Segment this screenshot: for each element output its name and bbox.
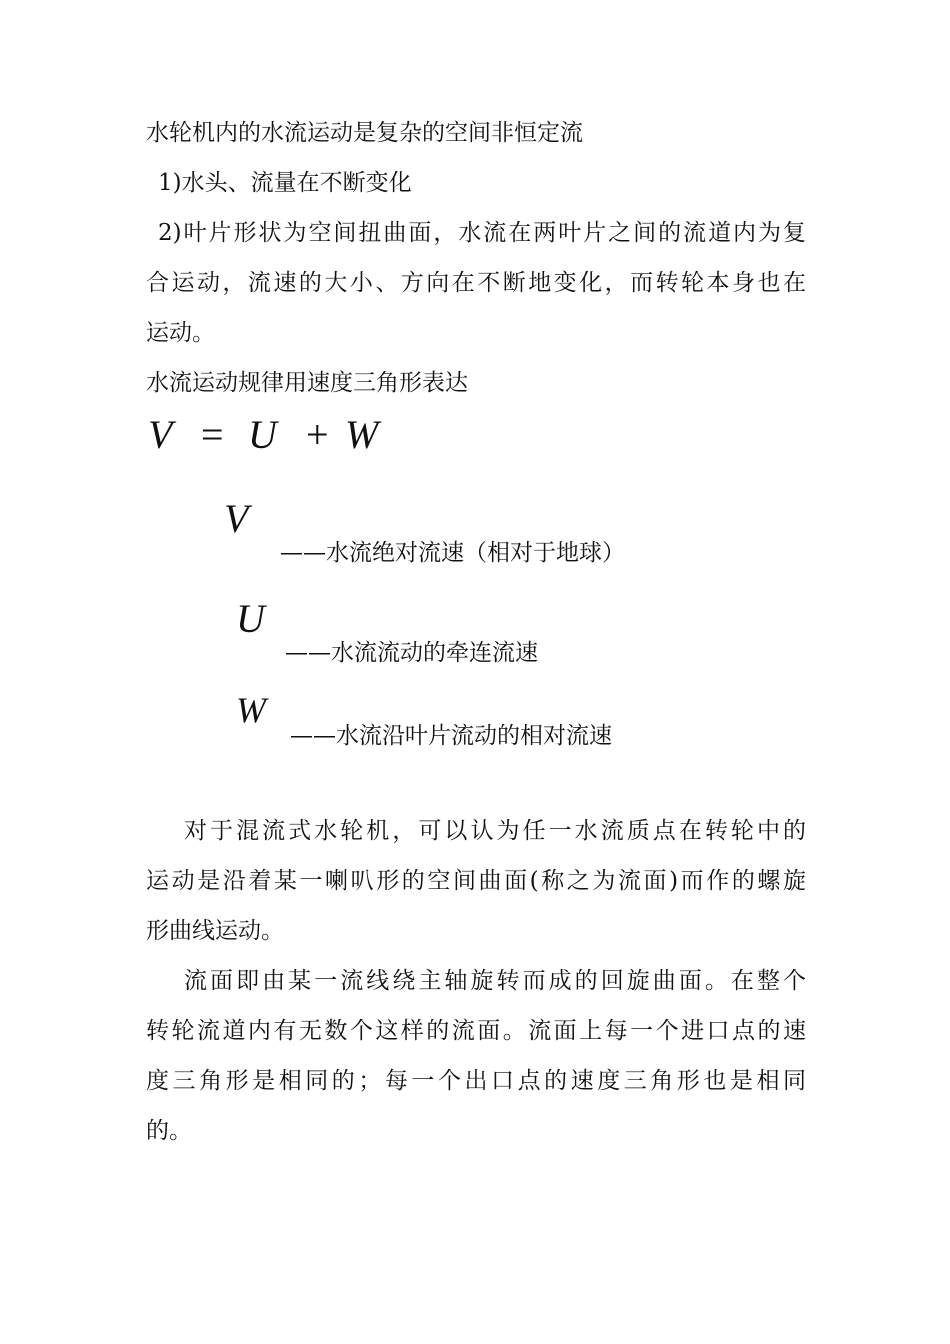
definition-u-symbol: U (236, 596, 265, 641)
intro-line: 水轮机内的水流运动是复杂的空间非恒定流 (146, 120, 583, 146)
paragraph-1-line-3: 形曲线运动。 (146, 918, 284, 944)
equation-w: W (345, 412, 379, 457)
point-2-line-3: 运动。 (146, 320, 215, 346)
paragraph-2-line-3: 度三角形是相同的；每一个出口点的速度三角形也是相同 (146, 1068, 806, 1094)
definition-v-text: ——水流绝对流速（相对于地球） (280, 540, 625, 566)
paragraph-2-line-2: 转轮流道内有无数个这样的流面。流面上每一个进口点的速 (146, 1018, 806, 1044)
point-2-line-2: 合运动，流速的大小、方向在不断地变化，而转轮本身也在 (146, 270, 806, 296)
paragraph-1-line-2: 运动是沿着某一喇叭形的空间曲面(称之为流面)而作的螺旋 (146, 868, 806, 894)
equation-u: U (248, 412, 277, 457)
definition-w-symbol: W (236, 690, 266, 730)
paragraph-2-line-4: 的。 (146, 1118, 192, 1144)
point-2-line-1: 2)叶片形状为空间扭曲面，水流在两叶片之间的流道内为复 (158, 220, 806, 246)
definition-u-text: ——水流流动的牵连流速 (285, 640, 538, 666)
paragraph-2-line-1: 流面即由某一流线绕主轴旋转而成的回旋曲面。在整个 (184, 968, 806, 994)
law-line: 水流运动规律用速度三角形表达 (146, 370, 468, 396)
definition-v-symbol: V (224, 496, 249, 541)
paragraph-1-line-1: 对于混流式水轮机，可以认为任一水流质点在转轮中的 (184, 818, 806, 844)
equation-plus: + (306, 412, 329, 457)
definition-w-text: ——水流沿叶片流动的相对流速 (290, 723, 612, 749)
point-1: 1)水头、流量在不断变化 (158, 170, 412, 196)
equation-v: V (148, 412, 173, 457)
equation-equals: = (201, 412, 224, 457)
